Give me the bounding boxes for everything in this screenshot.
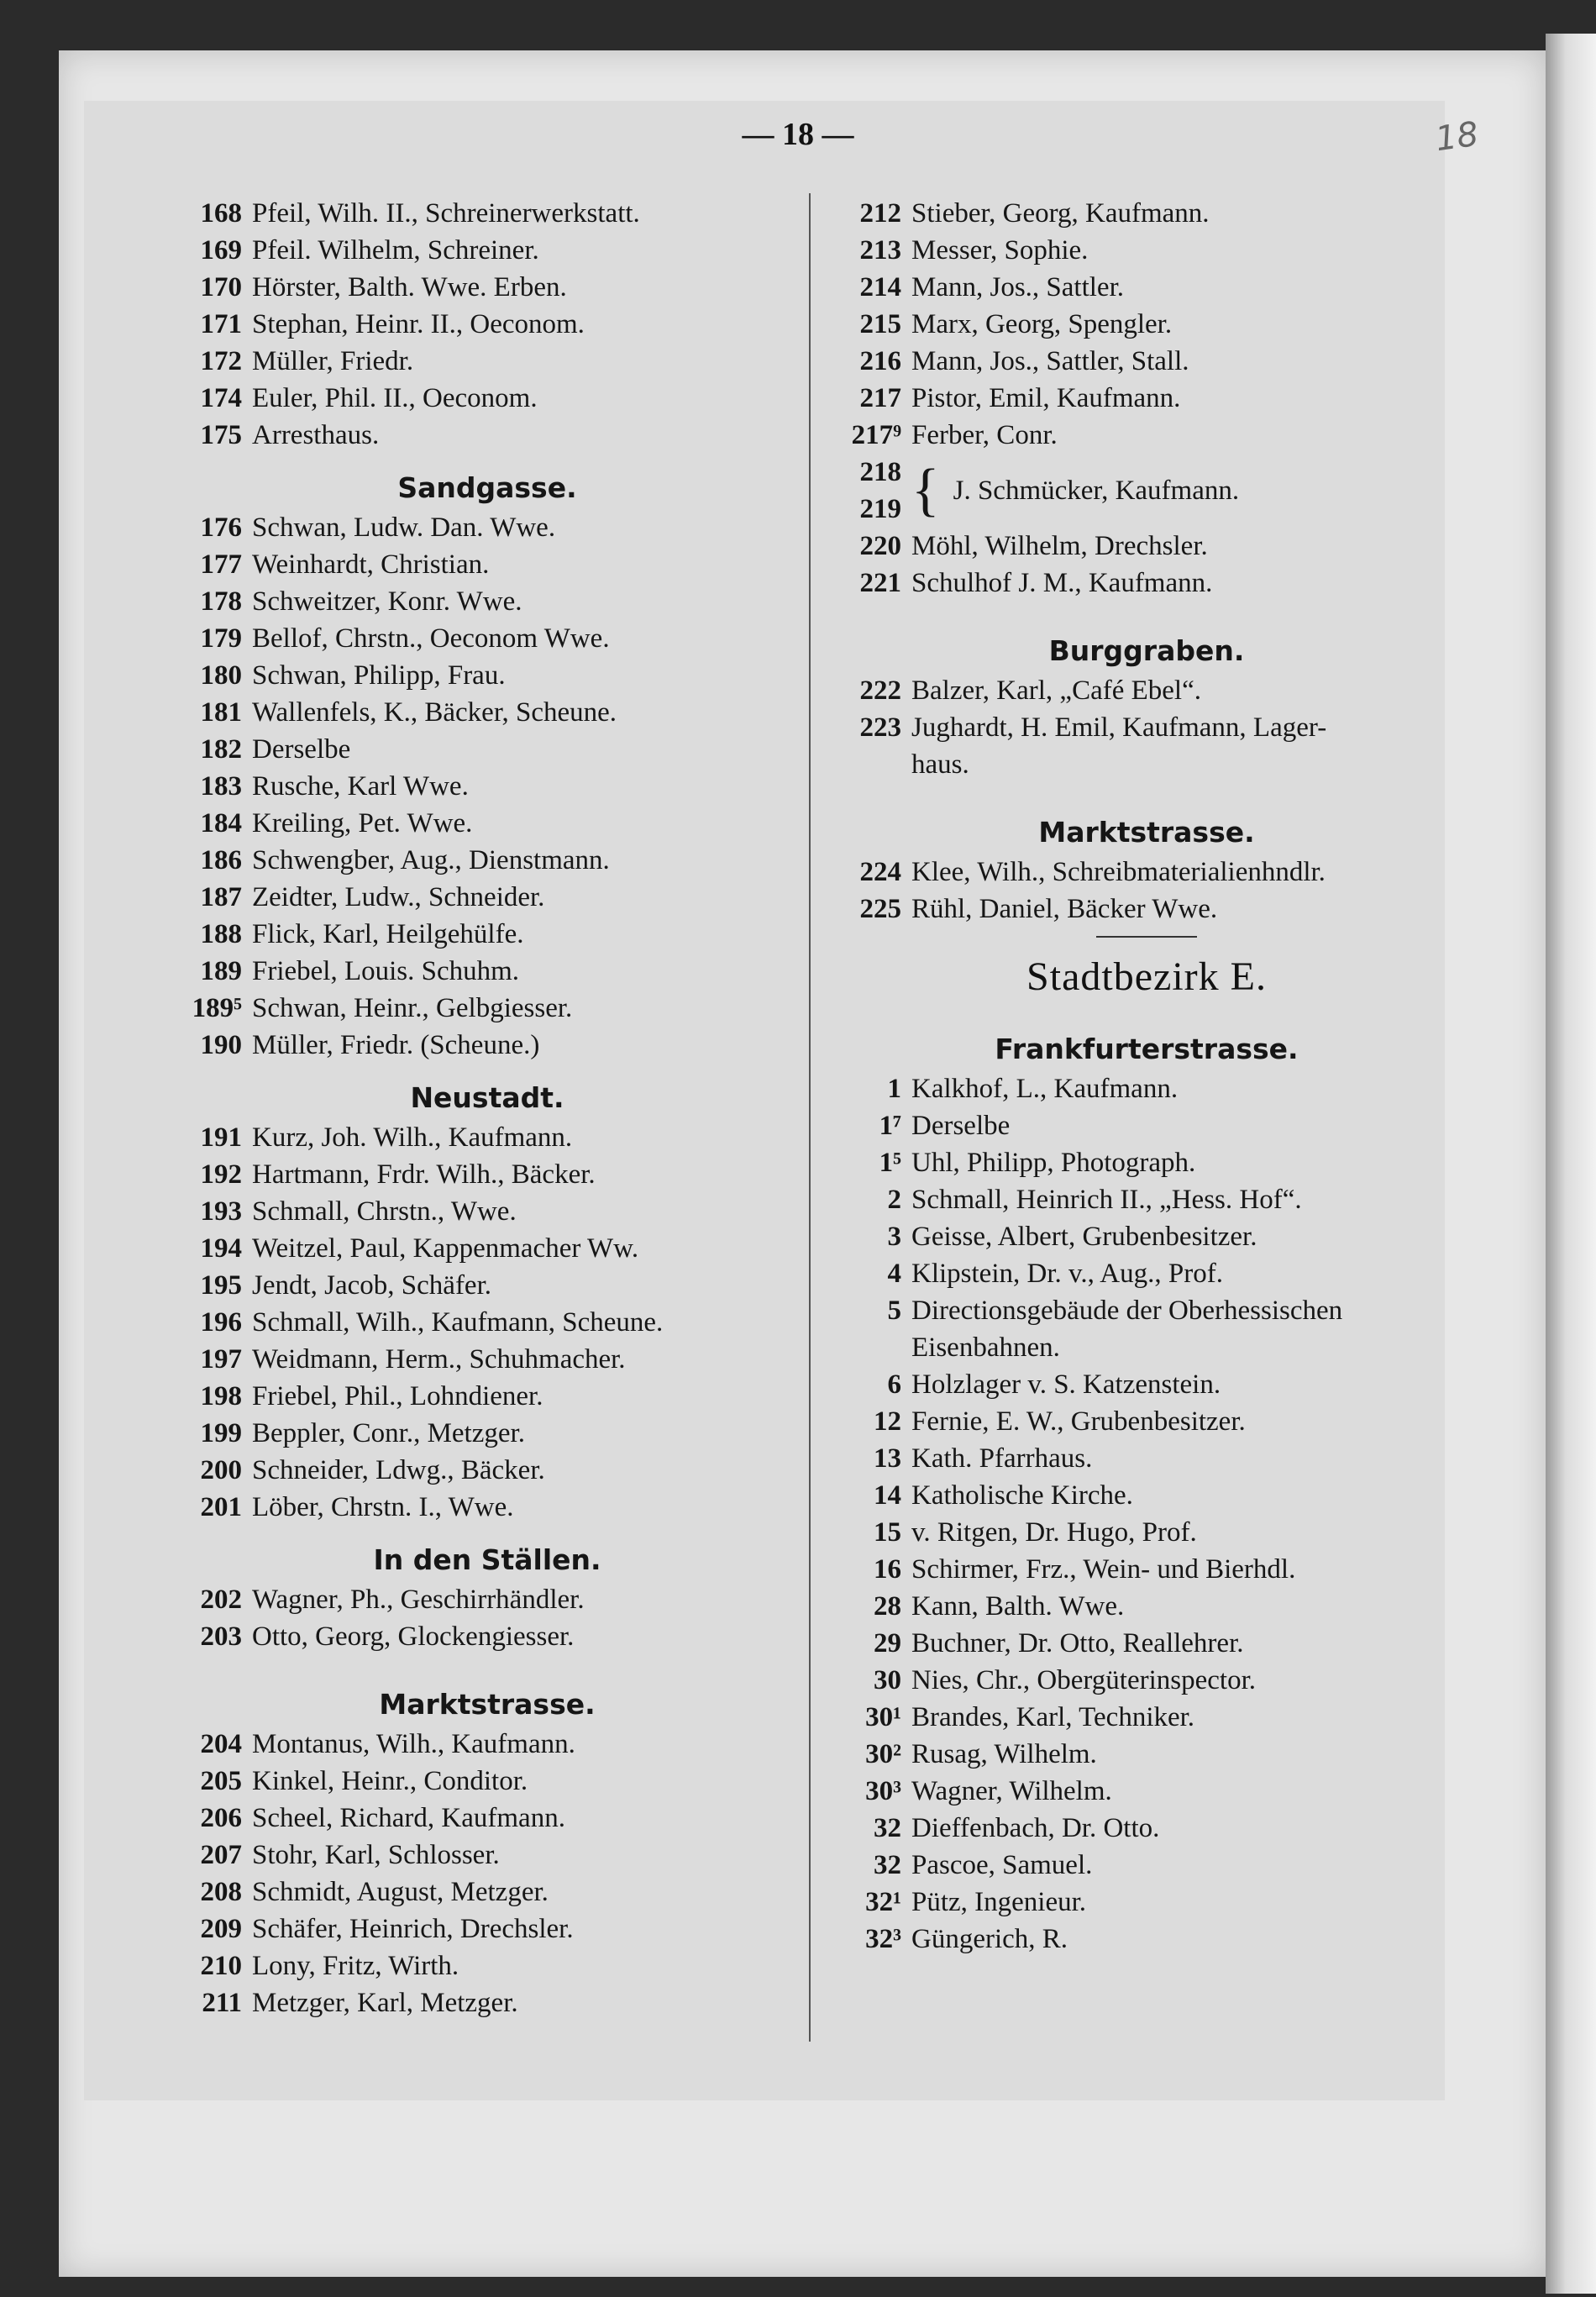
house-number: 14 — [874, 1480, 901, 1511]
list-item — [827, 1218, 1466, 1255]
entry-text: Güngerich, R. — [911, 1923, 1068, 1954]
list-item — [168, 1984, 806, 2021]
entry-text: Rusche, Karl Wwe. — [252, 770, 469, 802]
list-item — [168, 879, 806, 916]
house-number: 30¹ — [865, 1701, 901, 1732]
house-number: 6 — [887, 1369, 901, 1400]
entry-text: Schmall, Wilh., Kaufmann, Scheune. — [252, 1306, 664, 1338]
list-item — [827, 1514, 1466, 1551]
entry-text: v. Ritgen, Dr. Hugo, Prof. — [911, 1516, 1197, 1548]
house-number: 182 — [200, 733, 242, 765]
list-item — [168, 1378, 806, 1415]
entry-text: Schäfer, Heinrich, Drechsler. — [252, 1913, 574, 1944]
page-number: — 18 — — [742, 117, 854, 152]
entry-text: Fernie, E. W., Grubenbesitzer. — [911, 1406, 1246, 1437]
list-item — [827, 232, 1466, 269]
house-number: 168 — [200, 197, 242, 229]
house-number: 181 — [200, 696, 242, 728]
list-item — [827, 1255, 1466, 1292]
list-item — [168, 1156, 806, 1193]
entry-text: Kurz, Joh. Wilh., Kaufmann. — [252, 1122, 573, 1153]
house-number: 212 — [859, 197, 901, 229]
street-heading: Burggraben. — [1048, 634, 1245, 667]
entry-text: Wagner, Wilhelm. — [911, 1775, 1112, 1806]
entry-text: Löber, Chrstn. I., Wwe. — [252, 1491, 514, 1522]
entry-text: Schulhof J. M., Kaufmann. — [911, 567, 1213, 598]
list-item — [827, 1551, 1466, 1588]
list-item — [168, 232, 806, 269]
list-item — [827, 269, 1466, 306]
house-number: 205 — [200, 1765, 242, 1796]
list-item — [168, 1837, 806, 1874]
entry-text: Montanus, Wilh., Kaufmann. — [252, 1728, 575, 1759]
entry-continuation: Eisenbahnen. — [911, 1332, 1060, 1363]
entry-text: Marx, Georg, Spengler. — [911, 308, 1173, 339]
house-number: 30² — [865, 1738, 901, 1769]
list-item — [168, 509, 806, 546]
house-number: 176 — [200, 512, 242, 543]
house-number: 172 — [200, 345, 242, 376]
entry-text: Ferber, Conr. — [911, 419, 1058, 450]
house-number-range — [827, 454, 911, 528]
house-number: 32 — [874, 1849, 901, 1880]
list-item — [827, 1144, 1466, 1181]
house-number: 221 — [859, 567, 901, 598]
house-number: 207 — [200, 1839, 242, 1870]
street-heading: Neustadt. — [410, 1081, 564, 1114]
list-item — [168, 1267, 806, 1304]
list-item — [168, 953, 806, 990]
house-number: 225 — [859, 893, 901, 924]
house-number: 32³ — [865, 1923, 901, 1954]
entry-text: Pistor, Emil, Kaufmann. — [911, 382, 1181, 413]
list-item — [168, 417, 806, 454]
entry-text: Beppler, Conr., Metzger. — [252, 1417, 525, 1448]
house-number: 213 — [859, 234, 901, 265]
list-item — [827, 1810, 1466, 1847]
entry-text: Derselbe — [252, 733, 351, 765]
house-number: 3 — [887, 1221, 901, 1252]
list-item — [827, 343, 1466, 380]
list-item — [168, 842, 806, 879]
house-number: 224 — [859, 856, 901, 887]
list-item — [827, 709, 1466, 746]
list-item — [827, 1773, 1466, 1810]
entry-text: Otto, Georg, Glockengiesser. — [252, 1621, 575, 1652]
list-item — [168, 1581, 806, 1618]
list-item — [168, 657, 806, 694]
entry-text: Stieber, Georg, Kaufmann. — [911, 197, 1210, 229]
house-number: 204 — [200, 1728, 242, 1759]
list-item — [827, 1107, 1466, 1144]
list-item — [827, 1366, 1466, 1403]
entry-text: Schwan, Heinr., Gelbgiesser. — [252, 992, 573, 1023]
house-number: 194 — [200, 1233, 242, 1264]
list-item — [168, 1341, 806, 1378]
list-item — [168, 805, 806, 842]
house-number: 5 — [887, 1295, 901, 1326]
list-item — [168, 694, 806, 731]
list-item — [168, 1193, 806, 1230]
street-heading: Sandgasse. — [397, 471, 577, 504]
entry-text: Möhl, Wilhelm, Drechsler. — [911, 530, 1208, 561]
list-item — [168, 546, 806, 583]
entry-text: Jendt, Jacob, Schäfer. — [252, 1269, 491, 1301]
house-number: 1⁷ — [879, 1110, 901, 1141]
list-item — [827, 891, 1466, 928]
entry-text: Kath. Pfarrhaus. — [911, 1443, 1093, 1474]
list-item — [168, 916, 806, 953]
entry-text: Geisse, Albert, Grubenbesitzer. — [911, 1221, 1257, 1252]
list-item — [827, 1588, 1466, 1625]
entry-text: Weitzel, Paul, Kappenmacher Ww. — [252, 1233, 639, 1264]
house-number: 189⁵ — [192, 992, 242, 1023]
house-number: 201 — [200, 1491, 242, 1522]
entry-text: Weinhardt, Christian. — [252, 549, 490, 580]
entry-text: Brandes, Karl, Techniker. — [911, 1701, 1195, 1732]
house-number: 2 — [887, 1184, 901, 1215]
left-column — [168, 195, 806, 2021]
house-number: 211 — [202, 1987, 242, 2018]
entry-text: J. Schmücker, Kaufmann. — [953, 475, 1240, 506]
list-item — [168, 1304, 806, 1341]
house-number: 30 — [874, 1664, 901, 1695]
list-item — [827, 1403, 1466, 1440]
house-number: 214 — [859, 271, 901, 302]
house-number: 12 — [874, 1406, 901, 1437]
house-number: 187 — [200, 881, 242, 912]
entry-text: Schwengber, Aug., Dienstmann. — [252, 844, 610, 875]
list-item — [827, 1847, 1466, 1884]
entry-text: Schmall, Chrstn., Wwe. — [252, 1196, 517, 1227]
entry-text: Kann, Balth. Wwe. — [911, 1590, 1125, 1622]
house-number: 198 — [200, 1380, 242, 1411]
house-number: 30³ — [865, 1775, 901, 1806]
entry-text: Arresthaus. — [252, 419, 380, 450]
list-item — [827, 1699, 1466, 1736]
entry-text: Scheel, Richard, Kaufmann. — [252, 1802, 565, 1833]
house-number: 217⁹ — [851, 419, 901, 450]
house-number: 219 — [859, 494, 901, 524]
entry-text: Jughardt, H. Emil, Kaufmann, Lager- — [911, 712, 1327, 743]
list-item — [168, 1874, 806, 1911]
house-number: 193 — [200, 1196, 242, 1227]
list-item — [827, 1736, 1466, 1773]
entry-text: Nies, Chr., Obergüterinspector. — [911, 1664, 1256, 1695]
house-number: 32 — [874, 1812, 901, 1843]
bracketed-entry — [827, 454, 1466, 528]
column-divider — [809, 193, 811, 2042]
entry-text: Balzer, Karl, „Café Ebel“. — [911, 675, 1201, 706]
entry-text: Hartmann, Frdr. Wilh., Bäcker. — [252, 1159, 596, 1190]
entry-text: Kinkel, Heinr., Conditor. — [252, 1765, 528, 1796]
entry-text: Kalkhof, L., Kaufmann. — [911, 1073, 1179, 1104]
list-item — [168, 269, 806, 306]
list-item — [168, 1726, 806, 1763]
entry-text: Flick, Karl, Heilgehülfe. — [252, 918, 524, 949]
entry-text: Rühl, Daniel, Bäcker Wwe. — [911, 893, 1218, 924]
house-number: 223 — [859, 712, 901, 743]
list-item — [168, 1027, 806, 1064]
handwritten-folio: 18 — [1433, 114, 1481, 160]
house-number: 178 — [200, 586, 242, 617]
entry-text: Müller, Friedr. — [252, 345, 414, 376]
house-number: 217 — [859, 382, 901, 413]
district-heading: Stadtbezirk E. — [1026, 954, 1267, 999]
entry-text: Pfeil. Wilhelm, Schreiner. — [252, 234, 539, 265]
house-number: 15 — [874, 1516, 901, 1548]
house-number: 177 — [200, 549, 242, 580]
house-number: 1⁵ — [879, 1147, 901, 1178]
entry-text: Mann, Jos., Sattler, Stall. — [911, 345, 1189, 376]
list-item — [827, 1292, 1466, 1329]
entry-text: Holzlager v. S. Katzenstein. — [911, 1369, 1221, 1400]
list-item — [168, 990, 806, 1027]
house-number: 180 — [200, 660, 242, 691]
house-number: 218 — [859, 457, 901, 487]
list-item — [168, 343, 806, 380]
entry-text: Wagner, Ph., Geschirrhändler. — [252, 1584, 585, 1615]
house-number: 191 — [200, 1122, 242, 1153]
house-number: 202 — [200, 1584, 242, 1615]
house-number: 220 — [859, 530, 901, 561]
entry-text: Buchner, Dr. Otto, Reallehrer. — [911, 1627, 1244, 1658]
entry-text: Pfeil, Wilh. II., Schreinerwerkstatt. — [252, 197, 640, 229]
entry-text: Dieffenbach, Dr. Otto. — [911, 1812, 1160, 1843]
list-item — [827, 1625, 1466, 1662]
house-number: 13 — [874, 1443, 901, 1474]
house-number: 171 — [200, 308, 242, 339]
house-number: 188 — [200, 918, 242, 949]
list-item — [168, 1947, 806, 1984]
list-item — [168, 1911, 806, 1947]
entry-text: Euler, Phil. II., Oeconom. — [252, 382, 538, 413]
entry-text: Bellof, Chrstn., Oeconom Wwe. — [252, 623, 610, 654]
list-item — [168, 731, 806, 768]
entry-text: Stohr, Karl, Schlosser. — [252, 1839, 500, 1870]
brace-icon: { — [911, 458, 940, 523]
entry-text: Schneider, Ldwg., Bäcker. — [252, 1454, 545, 1485]
entry-text: Pascoe, Samuel. — [911, 1849, 1093, 1880]
right-column — [827, 195, 1466, 1958]
street-heading: Marktstrasse. — [379, 1688, 596, 1721]
house-number: 216 — [859, 345, 901, 376]
entry-text: Kreiling, Pet. Wwe. — [252, 807, 473, 838]
entry-text: Rusag, Wilhelm. — [911, 1738, 1097, 1769]
entry-text: Directionsgebäude der Oberhessischen — [911, 1295, 1343, 1326]
house-number: 200 — [200, 1454, 242, 1485]
house-number: 183 — [200, 770, 242, 802]
street-heading: In den Ställen. — [373, 1543, 601, 1576]
house-number: 197 — [200, 1343, 242, 1375]
entry-text: Katholische Kirche. — [911, 1480, 1133, 1511]
house-number: 199 — [200, 1417, 242, 1448]
list-item — [168, 1119, 806, 1156]
list-item — [168, 380, 806, 417]
house-number: 192 — [200, 1159, 242, 1190]
entry-text: Schmidt, August, Metzger. — [252, 1876, 549, 1907]
house-number: 189 — [200, 955, 242, 986]
list-item — [827, 528, 1466, 565]
entry-text: Schweitzer, Konr. Wwe. — [252, 586, 522, 617]
list-item — [827, 1181, 1466, 1218]
list-item — [168, 1452, 806, 1489]
house-number: 196 — [200, 1306, 242, 1338]
house-number: 209 — [200, 1913, 242, 1944]
house-number: 16 — [874, 1553, 901, 1585]
list-item — [827, 1440, 1466, 1477]
list-item — [168, 1230, 806, 1267]
list-item — [827, 565, 1466, 602]
house-number: 1 — [887, 1073, 901, 1104]
entry-text: Mann, Jos., Sattler. — [911, 271, 1124, 302]
list-item — [168, 768, 806, 805]
list-item — [168, 583, 806, 620]
entry-text: Klee, Wilh., Schreibmaterialienhndlr. — [911, 856, 1326, 887]
house-number: 170 — [200, 271, 242, 302]
list-item — [827, 1070, 1466, 1107]
entry-text: Schmall, Heinrich II., „Hess. Hof“. — [911, 1184, 1302, 1215]
list-item — [168, 1618, 806, 1655]
page-edge — [1546, 34, 1596, 2294]
list-item — [168, 306, 806, 343]
list-item — [168, 1800, 806, 1837]
entry-text: Friebel, Phil., Lohndiener. — [252, 1380, 543, 1411]
entry-text: Wallenfels, K., Bäcker, Scheune. — [252, 696, 617, 728]
house-number: 186 — [200, 844, 242, 875]
list-item — [827, 672, 1466, 709]
list-item — [168, 1415, 806, 1452]
list-item — [168, 195, 806, 232]
house-number: 29 — [874, 1627, 901, 1658]
entry-text: Schirmer, Frz., Wein- und Bierhdl. — [911, 1553, 1296, 1585]
house-number: 169 — [200, 234, 242, 265]
house-number: 210 — [200, 1950, 242, 1981]
house-number: 203 — [200, 1621, 242, 1652]
list-item — [827, 195, 1466, 232]
house-number: 4 — [887, 1258, 901, 1289]
house-number: 179 — [200, 623, 242, 654]
house-number: 222 — [859, 675, 901, 706]
list-item — [168, 1489, 806, 1526]
entry-text: Messer, Sophie. — [911, 234, 1089, 265]
entry-continuation: haus. — [911, 749, 969, 780]
street-heading: Marktstrasse. — [1038, 816, 1255, 849]
list-item — [827, 1477, 1466, 1514]
list-item — [827, 854, 1466, 891]
entry-text: Stephan, Heinr. II., Oeconom. — [252, 308, 585, 339]
list-item — [827, 1884, 1466, 1921]
house-number: 190 — [200, 1029, 242, 1060]
entry-text: Pütz, Ingenieur. — [911, 1886, 1087, 1917]
house-number: 215 — [859, 308, 901, 339]
entry-text: Lony, Fritz, Wirth. — [252, 1950, 459, 1981]
list-item — [168, 1763, 806, 1800]
list-item — [827, 1662, 1466, 1699]
entry-text: Friebel, Louis. Schuhm. — [252, 955, 520, 986]
house-number: 195 — [200, 1269, 242, 1301]
list-item — [827, 1921, 1466, 1958]
entry-text: Metzger, Karl, Metzger. — [252, 1987, 518, 2018]
entry-text: Müller, Friedr. (Scheune.) — [252, 1029, 540, 1060]
house-number: 208 — [200, 1876, 242, 1907]
entry-text: Weidmann, Herm., Schuhmacher. — [252, 1343, 626, 1375]
list-item — [827, 380, 1466, 417]
entry-text: Schwan, Philipp, Frau. — [252, 660, 506, 691]
entry-text: Derselbe — [911, 1110, 1011, 1141]
entry-text: Schwan, Ludw. Dan. Wwe. — [252, 512, 556, 543]
entry-text: Zeidter, Ludw., Schneider. — [252, 881, 545, 912]
house-number: 175 — [200, 419, 242, 450]
list-item — [168, 620, 806, 657]
house-number: 206 — [200, 1802, 242, 1833]
entry-text: Klipstein, Dr. v., Aug., Prof. — [911, 1258, 1223, 1289]
list-item — [827, 306, 1466, 343]
street-heading: Frankfurterstrasse. — [995, 1033, 1299, 1065]
house-number: 28 — [874, 1590, 901, 1622]
house-number: 184 — [200, 807, 242, 838]
list-item — [827, 417, 1466, 454]
entry-text: Hörster, Balth. Wwe. Erben. — [252, 271, 567, 302]
house-number: 32¹ — [865, 1886, 901, 1917]
entry-text: Uhl, Philipp, Photograph. — [911, 1147, 1196, 1178]
house-number: 174 — [200, 382, 242, 413]
